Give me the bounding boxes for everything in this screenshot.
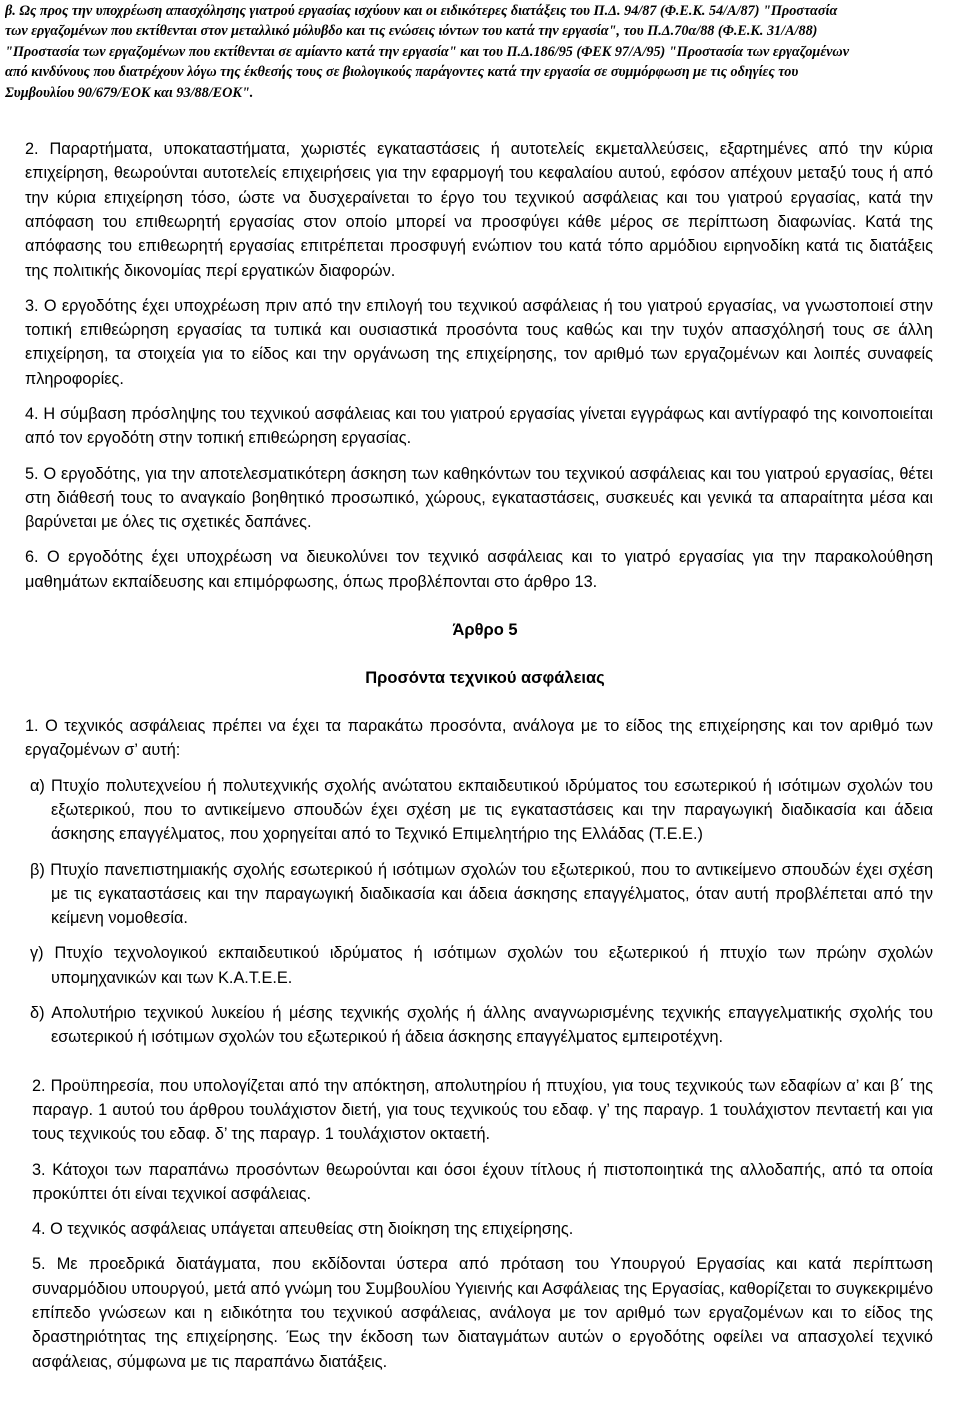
document-body [5, 137, 955, 1374]
paragraph-6: 6. Ο εργοδότης έχει υποχρέωση να διευκολύνει τον τεχνικό ασφάλειας και το γιατρό εργασίας για την παρακολούθηση μαθημάτων εκπαίδευσης και επιμόρφωσης, όπως προβλέπονται στο άρθρο 13. [25, 548, 933, 591]
subitem-a: α) Πτυχίο πολυτεχνείου ή πολυτεχνικής σχολής ανώτατου εκπαιδευτικού ιδρύματος του εσωτερικού ή ισότιμων σχολών του εξωτερικού, που το αντικείμενο σπουδών έχει σχέση με τις εγκαταστάσεις και την παραγωγική διαδικασία και άδεια άσκησης επαγγέλματος, που χορηγείται από το Τεχνικό Επιμελητήριο της Ελλάδας (Τ.Ε.Ε.) [30, 776, 933, 844]
article-paragraph-5: 5. Με προεδρικά διατάγματα, που εκδίδονται ύστερα από πρόταση του Υπουργού Εργασίας και κατά περίπτωση συναρμόδιου υπουργού, μετά από γνώμη του Συμβουλίου Υγιεινής και Ασφάλειας της Εργασίας, καθορίζεται το συγκεκριμένο επίπεδο γνώσεων και η ειδικότητα του τεχνικού ασφάλειας, ανάλογα με τον αριθμό των εργαζομένων και το είδος της δραστηριότητας της επιχείρησης. Έως την έκδοση των διαταγμάτων αυτών ο εργοδότης οφείλει να απασχολεί τεχνικό ασφάλειας, σύμφωνα με τις παραπάνω διατάξεις. [32, 1255, 933, 1371]
header-footnote-line: Συμβουλίου 90/679/ΕΟΚ και 93/88/ΕΟΚ". [5, 84, 254, 101]
article-title: Προσόντα τεχνικού ασφάλειας [365, 669, 605, 688]
header-footnote-line: β. Ως προς την υποχρέωση απασχόλησης γιατρού εργασίας ισχύουν και οι ειδικότερες διατάξεις του Π.Δ. 94/87 (Φ.Ε.Κ. 54/Α/87) "Προστασία [5, 3, 838, 19]
article-paragraph-1: 1. Ο τεχνικός ασφάλειας πρέπει να έχει τα παρακάτω προσόντα, ανάλογα με το είδος της επιχείρησης και τον αριθμό των εργαζομένων σ’ αυτή: [25, 717, 933, 760]
subitem-b: β) Πτυχίο πανεπιστημιακής σχολής εσωτερικού ή ισότιμων σχολών του εξωτερικού, που το αντικείμενο σπουδών έχει σχέση με τις εγκαταστάσεις και την παραγωγική διαδικασία και άδεια άσκησης επαγγέλματος, όταν αυτή προβλέπεται από την κείμενη νομοθεσία. [30, 860, 933, 928]
subitem-c: γ) Πτυχίο τεχνολογικού εκπαιδευτικού ιδρύματος ή ισότιμων σχολών του εξωτερικού ή πτυχίο των πρώην σχολών υπομηχανικών και των Κ.Α.Τ.Ε.Ε. [30, 944, 933, 987]
header-footnote-line: από κινδύνους που διατρέχουν λόγω της έκθεσής τους σε βιολογικούς παράγοντες κατά την εργασία σε συμμόρφωση με τις οδηγίες του [5, 64, 799, 81]
article-paragraph-2: 2. Προϋπηρεσία, που υπολογίζεται από την απόκτηση, απολυτηρίου ή πτυχίου, για τους τεχνικούς των εδαφίων α’ και β΄ της παραγρ. 1 αυτού του άρθρου τουλάχιστον διετή, για τους τεχνικούς του εδαφ. γ’ της παραγρ. 1 τουλάχιστον πενταετή και για τους τεχνικούς του εδαφ. δ’ της παραγρ. 1 τουλάχιστον οκταετή. [32, 1076, 933, 1144]
header-footnote-line: "Προστασία των εργαζομένων που εκτίθενται σε αμίαντο κατά την εργασία" και του Π.Δ.186/95 (ΦΕΚ 97/Α/95) "Προστασία των εργαζομένων [5, 43, 849, 60]
article-paragraph-4: 4. Ο τεχνικός ασφάλειας υπάγεται απευθείας στη διοίκηση της επιχείρησης. [32, 1220, 574, 1239]
article-number: Άρθρο 5 [452, 621, 518, 640]
paragraph-2: 2. Παραρτήματα, υποκαταστήματα, χωριστές εγκαταστάσεις ή αυτοτελείς εκμεταλλεύσεις, εξαρτημένες από την κύρια επιχείρηση, θεωρούνται αυτοτελείς επιχειρήσεις για την εφαρμογή του κεφαλαίου αυτού, εφόσον απέχουν μεταξύ τους ή από την κύρια επιχείρηση τόσο, ώστε να δυσχεραίνεται το έργο του τεχνικού ασφάλειας και του γιατρού εργασίας, κατά την απόφαση του επιθεωρητή εργασίας στον οποίο μπορεί να προσφύγει κάθε μέρος σε περίπτωση διαφωνίας. Κατά της απόφασης του επιθεωρητή εργασίας επιτρέπεται προσφυγή ενώπιον του κατά τόπο αρμόδιου ειρηνοδίκη κατά τις διατάξεις της πολιτικής δικονομίας περί εργατικών διαφορών. [25, 140, 933, 280]
header-footnote-line: των εργαζομένων που εκτίθενται στον μεταλλικό μόλυβδο και τις ενώσεις ιόντων του κατά την εργασία", του Π.Δ.70α/88 (Φ.Ε.Κ. 31/Α/88) [5, 23, 818, 40]
paragraph-3: 3. Ο εργοδότης έχει υποχρέωση πριν από την επιλογή του τεχνικού ασφάλειας ή του γιατρού εργασίας, να γνωστοποιεί στην τοπική επιθεώρηση εργασίας τα τυπικά και ουσιαστικά προσόντα τους καθώς και την τυχόν απασχόλησή τους σε άλλη επιχείρηση, τα στοιχεία για το είδος και την οργάνωση της επιχείρησης, τον αριθμό των εργαζομένων και λοιπές συναφείς πληροφορίες. [25, 296, 933, 388]
header-footnote [5, 0, 955, 103]
paragraph-4: 4. Η σύμβαση πρόσληψης του τεχνικού ασφάλειας και του γιατρού εργασίας γίνεται εγγράφως και αντίγραφό της κοινοποιείται από τον εργοδότη στην τοπική επιθεώρηση εργασίας. [25, 405, 933, 448]
article-paragraph-3: 3. Κάτοχοι των παραπάνω προσόντων θεωρούνται και όσοι έχουν τίτλους ή πιστοποιητικά της αλλοδαπής, από τα οποία προκύπτει ότι είναι τεχνικοί ασφάλειας. [32, 1160, 933, 1203]
paragraph-5: 5. Ο εργοδότης, για την αποτελεσματικότερη άσκηση των καθηκόντων του τεχνικού ασφάλειας και του γιατρού εργασίας, θέτει στη διάθεσή τους το αναγκαίο βοηθητικό προσωπικό, χώρους, εγκαταστάσεις, συσκευές και γενικά τα απαραίτητα μέσα και βαρύνεται με όλες τις σχετικές δαπάνες. [25, 464, 933, 532]
subitem-d: δ) Απολυτήριο τεχνικού λυκείου ή μέσης τεχνικής σχολής ή άλλης αναγνωρισμένης τεχνικής επαγγελματικής σχολής του εσωτερικού ή ισότιμων σχολών του εξωτερικού ή άδεια άσκησης επαγγέλματος εμπειροτέχνη. [30, 1004, 933, 1047]
